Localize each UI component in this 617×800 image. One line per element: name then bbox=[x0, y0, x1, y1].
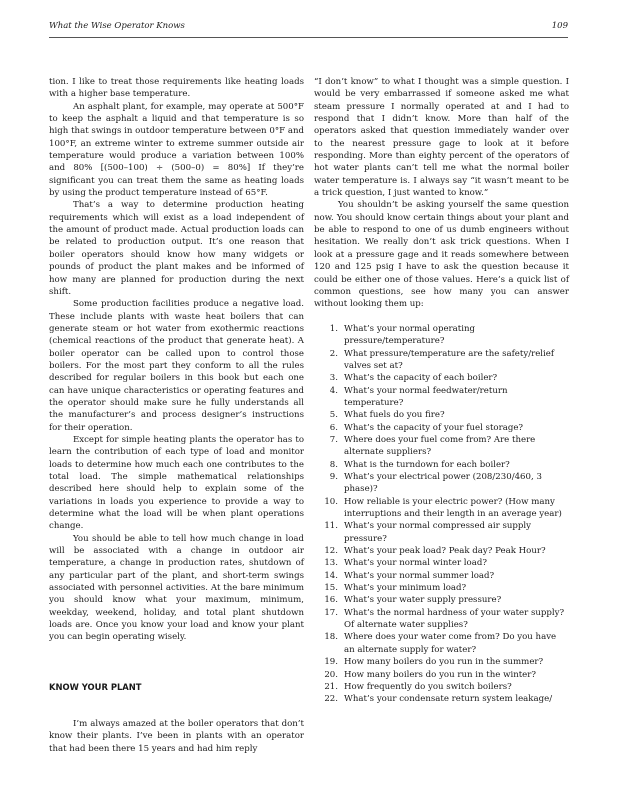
question-item bbox=[314, 409, 569, 421]
question-number: 7. bbox=[329, 434, 338, 445]
body-paragraph: I’m always amazed at the boiler operators that don’t know their plants. I’ve been in plants with an operator that had been there 15 years and had him reply bbox=[49, 718, 304, 754]
question-number: 12. bbox=[324, 546, 338, 557]
question-item bbox=[314, 557, 569, 569]
spacer bbox=[49, 706, 304, 718]
question-number: 8. bbox=[329, 459, 338, 470]
spacer bbox=[49, 644, 304, 656]
question-number: 6. bbox=[329, 422, 338, 433]
question-number: 11. bbox=[324, 521, 338, 532]
page-number: 109 bbox=[551, 21, 568, 31]
question-text: What pressure/temperature are the safety/relief valves set at? bbox=[344, 348, 555, 371]
question-item bbox=[314, 422, 569, 434]
question-item bbox=[314, 656, 569, 668]
question-text: Where does your water come from? Do you have an alternate supply for water? bbox=[344, 632, 557, 655]
question-text: What’s your water supply pressure? bbox=[344, 595, 502, 606]
question-number: 20. bbox=[324, 669, 338, 680]
question-item bbox=[314, 594, 569, 606]
question-number: 1. bbox=[329, 323, 338, 334]
question-text: What’s your normal feedwater/return temperature? bbox=[344, 385, 508, 408]
question-text: How many boilers do you run in the summer? bbox=[344, 657, 544, 668]
question-item bbox=[314, 323, 569, 348]
section-heading: KNOW YOUR PLANT bbox=[49, 681, 142, 692]
question-item bbox=[314, 582, 569, 594]
question-text: What’s the capacity of your fuel storage? bbox=[344, 422, 524, 433]
question-text: What’s your normal summer load? bbox=[344, 570, 495, 581]
question-number: 18. bbox=[324, 632, 338, 643]
question-number: 16. bbox=[324, 595, 338, 606]
question-item bbox=[314, 385, 569, 410]
question-item bbox=[314, 669, 569, 681]
question-number: 17. bbox=[324, 607, 338, 618]
question-item bbox=[314, 520, 569, 545]
question-item bbox=[314, 681, 569, 693]
body-paragraph: Some production facilities produce a negative load. These include plants with waste heat boilers that can generate steam or hot water from exothermic reactions (chemical reactions of the product that generate heat). A boiler operator can be called upon to control those boilers. For the most part they conform to all the rules described for regular boilers in this book but each one can have unique characteristics or operating features and the operator should make sure he fully understands all the manufacturer’s and process designer’s instructions for their operation. bbox=[49, 299, 304, 433]
question-number: 19. bbox=[324, 657, 338, 668]
question-number: 21. bbox=[324, 681, 338, 692]
question-text: What’s your normal winter load? bbox=[344, 558, 487, 569]
running-header bbox=[49, 21, 568, 35]
question-item bbox=[314, 372, 569, 384]
body-paragraph: That’s a way to determine production heating requirements which will exist as a load independent of the amount of product made. Actual production loads can be related to production output. It’s one reason that boiler operators should know how many widgets or pounds of product the plant makes and be informed of how many are planned for production during the next shift. bbox=[49, 200, 304, 297]
question-text: What’s the capacity of each boiler? bbox=[344, 373, 498, 384]
question-item bbox=[314, 631, 569, 656]
question-text: What’s your minimum load? bbox=[344, 583, 467, 594]
spacer bbox=[49, 656, 304, 668]
question-text: What fuels do you fire? bbox=[344, 410, 445, 421]
question-text: What’s your normal operating pressure/temperature? bbox=[344, 323, 476, 347]
spacer bbox=[49, 669, 304, 681]
left-column bbox=[49, 76, 304, 755]
question-number: 15. bbox=[324, 583, 338, 594]
question-text: How frequently do you switch boilers? bbox=[344, 681, 512, 692]
question-item bbox=[314, 693, 569, 705]
question-number: 10. bbox=[324, 496, 338, 507]
running-header-title: What the Wise Operator Knows bbox=[49, 21, 185, 31]
question-text: How reliable is your electric power? (How many interruptions and their length in an average year) bbox=[344, 496, 562, 520]
header-rule bbox=[49, 37, 568, 38]
question-text: Where does your fuel come from? Are there alternate suppliers? bbox=[344, 434, 536, 458]
body-paragraph: tion. I like to treat those requirements like heating loads with a higher base temperature. bbox=[49, 77, 304, 100]
question-text: What’s your condensate return system leakage/ bbox=[344, 694, 553, 705]
spacer bbox=[49, 693, 304, 705]
question-item bbox=[314, 496, 569, 521]
question-item bbox=[314, 459, 569, 471]
question-text: How many boilers do you run in the winter? bbox=[344, 669, 536, 680]
question-number: 4. bbox=[329, 385, 338, 396]
question-text: What’s your electrical power (208/230/460, 3 phase)? bbox=[344, 472, 542, 495]
question-number: 22. bbox=[324, 694, 338, 705]
question-item bbox=[314, 607, 569, 632]
spacer bbox=[314, 311, 569, 323]
question-item bbox=[314, 570, 569, 582]
question-number: 13. bbox=[324, 558, 338, 569]
question-number: 14. bbox=[324, 570, 338, 581]
question-text: What’s your peak load? Peak day? Peak Hour? bbox=[344, 546, 546, 557]
question-list bbox=[314, 323, 569, 706]
question-item bbox=[314, 348, 569, 373]
question-number: 9. bbox=[329, 472, 338, 482]
right-column bbox=[314, 76, 569, 706]
question-item bbox=[314, 434, 569, 459]
body-paragraph: You should be able to tell how much change in load will be associated with a change in outdoor air temperature, a change in production rates, shutdown of any particular part of the plant, and short-term swings associated with personnel activities. At the bare minimum you should know what your maximum, minimum, weekday, weekend, holiday, and total plant shutdown loads are. Once you know your load and know your plant you can begin operating wisely. bbox=[49, 533, 304, 643]
question-item bbox=[314, 545, 569, 557]
question-number: 3. bbox=[329, 373, 338, 384]
body-paragraph: “I don’t know” to what I thought was a simple question. I would be very embarrassed if someone asked me what steam pressure I normally operated at and I had to respond that I didn’t know. More than half of the operators asked that question immediately wander over to the nearest pressure gage to look at it before responding. More than eighty percent of the operators of hot water plants can’t tell me what the normal boiler water temperature is. I always say “it wasn’t meant to be a trick question, I just wanted to know.” bbox=[314, 77, 569, 199]
question-item bbox=[314, 471, 569, 496]
question-text: What’s your normal compressed air supply pressure? bbox=[344, 521, 532, 544]
question-text: What is the turndown for each boiler? bbox=[344, 459, 510, 470]
body-paragraph: Except for simple heating plants the operator has to learn the contribution of each type of load and monitor loads to determine how much each one contributes to the total load. The simple mathematical relationships described here should help to explain some of the variations in loads you experience to provide a way to determine what the load will be when plant operations change. bbox=[49, 434, 304, 532]
body-paragraph: You shouldn’t be asking yourself the same question now. You should know certain things about your plant and be able to respond to one of us dumb engineers without hesitation. We really don’t ask trick questions. When I look at a pressure gage and it reads somewhere between 120 and 125 psig I have to ask the question because it could be either one of those values. Here’s a quick list of common questions, see how many you can answer without looking them up: bbox=[314, 200, 569, 310]
question-number: 5. bbox=[329, 410, 338, 421]
body-paragraph: An asphalt plant, for example, may operate at 500°F to keep the asphalt a liquid and that temperature is so high that swings in outdoor temperature between 0°F and 100°F, an extreme winter to extreme summer outside air temperature would produce a variation between 100% and 80% [(500–100) ÷ (500–0) = 80%] If they’re significant you can treat them the same as heating loads by using the product temperature instead of 65°F. bbox=[49, 101, 304, 199]
question-number: 2. bbox=[329, 348, 338, 359]
question-text: What’s the normal hardness of your water supply? Of alternate water supplies? bbox=[344, 607, 565, 631]
